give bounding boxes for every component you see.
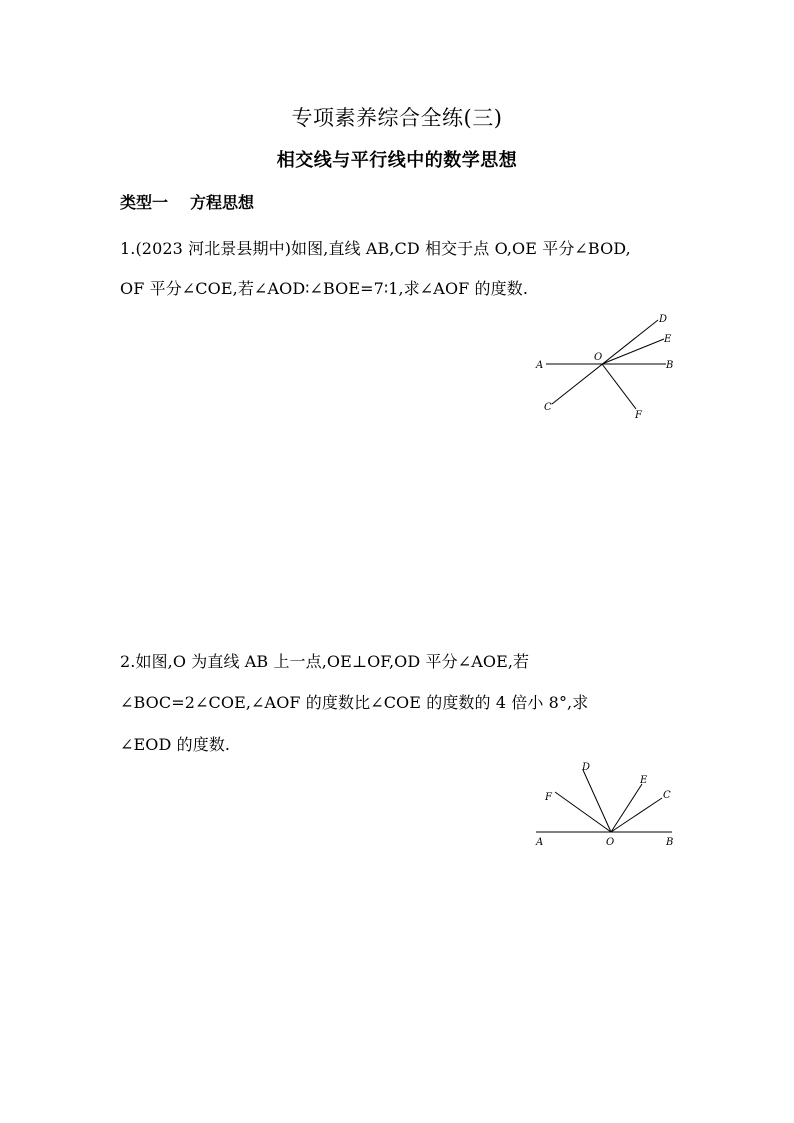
page-subtitle: 相交线与平行线中的数学思想 [276, 150, 518, 171]
label-d: D [659, 314, 668, 325]
label-c: C [663, 790, 671, 801]
label-c: C [544, 402, 552, 413]
question-1-line-1: 1.(2023 河北景县期中)如图,直线 AB,CD 相交于点 O,OE 平分∠BOD, [120, 239, 631, 258]
label-a: A [536, 837, 544, 848]
label-a: A [536, 360, 544, 371]
section-name: 方程思想 [190, 193, 255, 212]
label-e: E [664, 334, 672, 345]
ray-of [555, 792, 611, 832]
ray-od [583, 770, 611, 832]
label-f: F [545, 792, 552, 803]
label-e: E [640, 775, 648, 786]
question-1-figure [530, 306, 690, 430]
label-b: B [666, 837, 674, 848]
label-b: B [666, 360, 674, 371]
question-2-line-2: ∠BOC=2∠COE,∠AOF 的度数比∠COE 的度数的 4 倍小 8°,求 [120, 693, 589, 712]
label-d: D [582, 762, 591, 773]
page-title: 专项素养综合全练(三) [291, 106, 503, 130]
line-cd [552, 320, 658, 404]
section-label: 类型一 [120, 193, 169, 212]
ray-oe [611, 784, 642, 832]
label-o: O [594, 352, 603, 363]
section-heading [120, 190, 254, 213]
ray-oe [602, 339, 664, 364]
question-2-line-3: ∠EOD 的度数. [120, 735, 231, 754]
ray-oc [611, 798, 662, 832]
question-1-line-2: OF 平分∠COE,若∠AOD∶∠BOE=7∶1,求∠AOF 的度数. [120, 279, 529, 298]
ray-of [602, 364, 636, 409]
question-2-line-1: 2.如图,O 为直线 AB 上一点,OE⊥OF,OD 平分∠AOE,若 [120, 652, 530, 671]
label-f: F [635, 410, 642, 421]
question-2-figure [530, 754, 690, 858]
label-o: O [606, 837, 615, 848]
